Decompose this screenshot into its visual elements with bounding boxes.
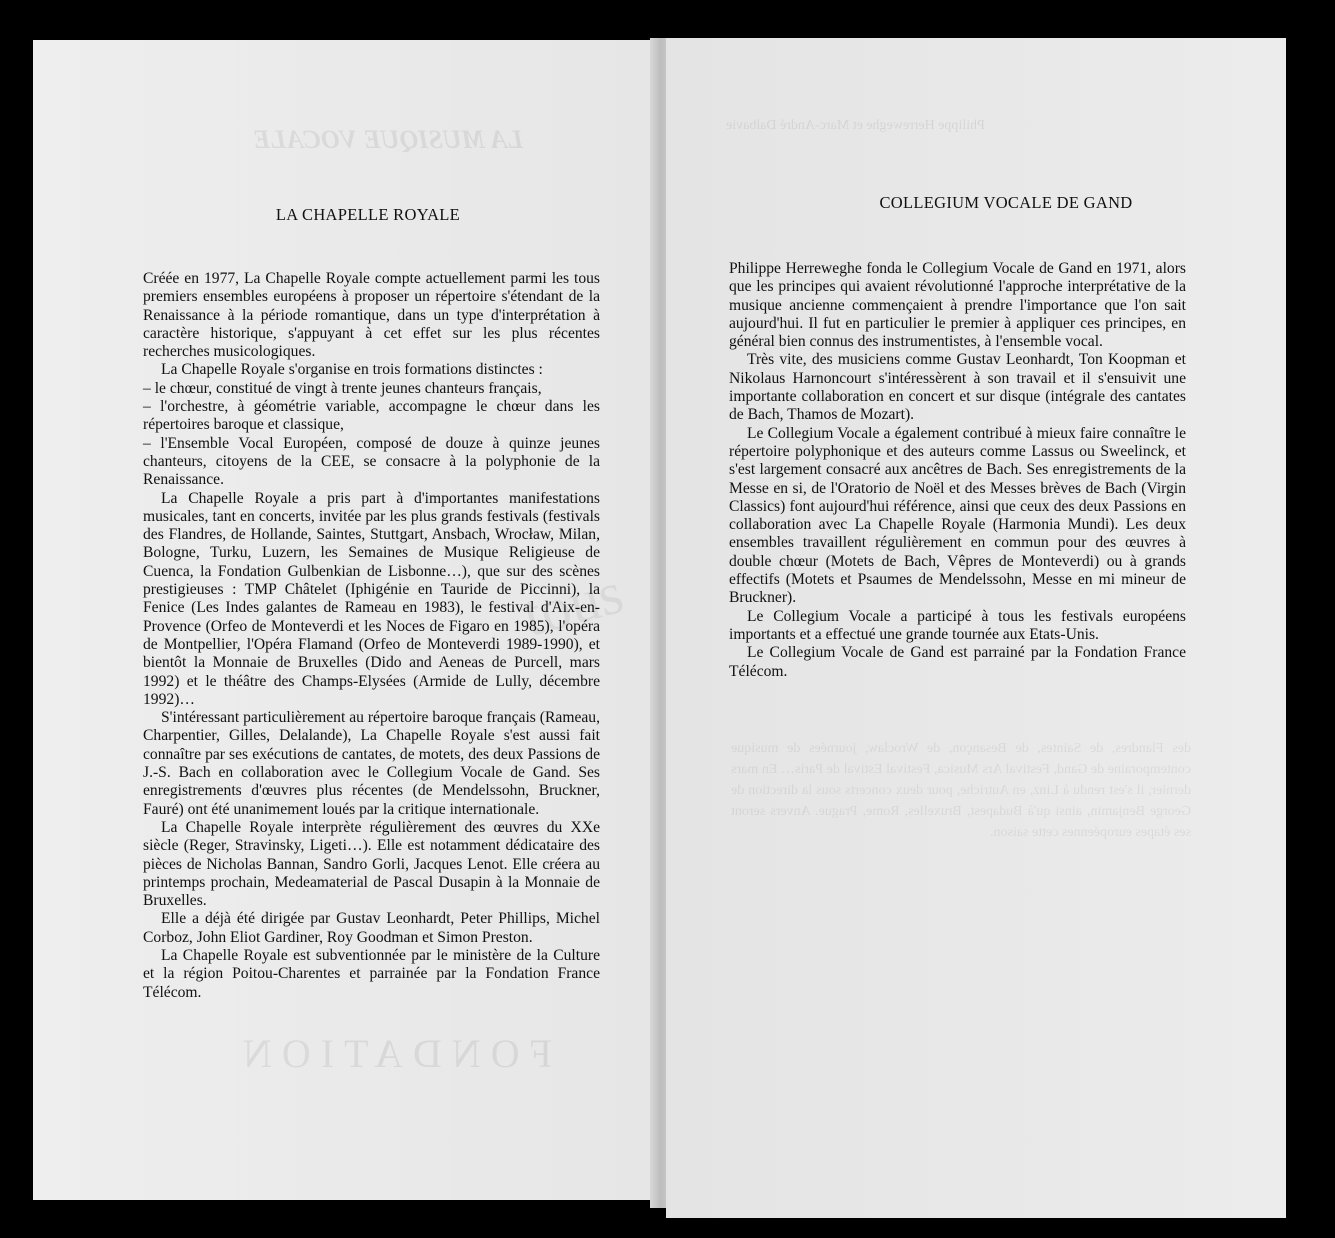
list-item: – l'Ensemble Vocal Européen, composé de douze à quinze jeunes chanteurs, citoyens de la CEE, se consacre à la polyphonie de la Renaissance.: [143, 434, 600, 489]
paragraph: La Chapelle Royale est subventionnée par le ministère de la Culture et la région Poitou-Charentes et parrainée par la Fondation France Télécom.: [143, 946, 600, 1001]
page-title-collegium-vocale: COLLEGIUM VOCALE DE GAND: [879, 193, 1133, 212]
paragraph: S'intéressant particulièrement au répertoire baroque français (Rameau, Charpentier, Gilles, Delalande), La Chapelle Royale s'est aussi fait connaître par ses exécutions de cantates, de motets, des deux Passions de J.-S. Bach en collaboration avec le Collegium Vocale de Gand. Ses enregistrements d'œuvres plus récentes (de Mendelssohn, Bruckner, Fauré) ont été unanimement loués par la critique internationale.: [143, 709, 600, 818]
list-item: – le chœur, constitué de vingt à trente jeunes chanteurs français,: [143, 379, 542, 397]
paragraph: Elle a déjà été dirigée par Gustav Leonhardt, Peter Phillips, Michel Corboz, John Eliot Gardiner, Roy Goodman et Simon Preston.: [143, 910, 600, 946]
paragraph: La Chapelle Royale a pris part à d'importantes manifestations musicales, tant en concerts, invitée par les plus grands festivals (festivals des Flandres, de Hollande, Saintes, Stuttgart, Ansbach, Wrocław, Milan, Bologne, Turku, Luzern, les Semaines de Musique Religieuse de Cuenca, la Fondation Gulbenkian de Lisbonne…), que sur des scènes prestigieuses : TMP Châtelet (Iphigénie en Tauride de Piccinni), la Fenice (Les Indes galantes de Rameau en 1983), le festival d'Aix-en-Provence (Orfeo de Monteverdi et les Noces de Figaro en 1985), l'opéra de Montpellier, l'Opéra Flamand (Orfeo de Monteverdi 1989-1990), et bientôt la Monnaie de Bruxelles (Dido and Aeneas de Purcell, mars 1992) et le théâtre des Champs-Elysées (Armide de Lully, décembre 1992)…: [143, 489, 600, 708]
show-through-logo: FONDATION: [233, 1031, 552, 1076]
show-through-text: Philippe Herreweghe et Marc-André Dalbavie: [726, 118, 985, 133]
show-through-text: LA MUSIQUE VOCALE: [253, 125, 524, 154]
show-through-text: des Flandres, de Saintes, de Besançon, de Wroclaw, journées de musique contemporaine de Gand, Festival Ars Musica, Festival Estival de Paris… En mars dernier, il s'est rendu à Linz, en Autriche, pour deux concerts sous la direction de George Benjamin, ainsi qu'à Budapest, Bruxelles, Rome, Prague. Anvers seront ses étapes européennes cette saison.: [731, 741, 1191, 840]
right-page: [666, 38, 1286, 1218]
paragraph: La Chapelle Royale s'organise en trois formations distinctes :: [161, 361, 543, 379]
left-page: [33, 40, 658, 1200]
paragraph: Philippe Herreweghe fonda le Collegium Vocale de Gand en 1971, alors que les principes qui avaient révolutionné l'approche interprétative de la musique ancienne commençaient à prendre l'importance que l'on sait aujourd'hui. Il fut en particulier le premier à appliquer ces principes, en général bien connus des instrumentistes, à l'ensemble vocal.: [729, 260, 1186, 351]
paragraph: Créée en 1977, La Chapelle Royale compte actuellement parmi les tous premiers ensembles européens à proposer un répertoire s'étendant de la Renaissance à la période romantique, dans un type d'interprétation à caractère historique, s'appuyant à cet effet sur les plus récentes recherches musicologiques.: [143, 270, 600, 361]
paragraph: Le Collegium Vocale de Gand est parrainé par la Fondation France Télécom.: [729, 644, 1186, 680]
collegium-vocale-text: [729, 260, 1186, 681]
chapelle-royale-text: [143, 270, 600, 1002]
paragraph: Le Collegium Vocale a également contribué à mieux faire connaître le répertoire polyphonique et des auteurs comme Lassus ou Sweelinck, et s'est largement consacré aux ancêtres de Bach. Ses enregistrements de la Messe en si, de l'Oratorio de Noël et des Messes brèves de Bach (Virgin Classics) font aujourd'hui référence, ainsi que ceux des deux Passions en collaboration avec La Chapelle Royale (Harmonia Mundi). Les deux ensembles travaillent régulièrement en commun pour des œuvres à double chœur (Motets de Bach, Vêpres de Monteverdi) ou à grands effectifs (Motets et Psaumes de Mendelssohn, Messe en mi mineur de Bruckner).: [729, 424, 1186, 607]
paragraph: La Chapelle Royale interprète régulièrement des œuvres du XXe siècle (Reger, Stravinsky, Ligeti…). Elle est notamment dédicataire des pièces de Nicholas Bannan, Sandro Gorli, Jacques Lenot. Elle créera au printemps prochain, Medeamaterial de Pascal Dusapin à la Monnaie de Bruxelles.: [143, 818, 600, 910]
page-title-chapelle-royale: LA CHAPELLE ROYALE: [275, 205, 461, 224]
show-through-watermark: tous: [516, 559, 630, 649]
paragraph: Le Collegium Vocale a participé à tous les festivals européens importants et a effectué une grande tournée aux Etats-Unis.: [729, 607, 1186, 643]
list-item: – l'orchestre, à géométrie variable, accompagne le chœur dans les répertoires baroque et classique,: [143, 398, 600, 434]
paragraph: Très vite, des musiciens comme Gustav Leonhardt, Ton Koopman et Nikolaus Harnoncourt s'intéressèrent à son travail et il s'ensuivit une importante collaboration en concert et sur disque (intégrale des cantates de Bach, Thamos de Mozart).: [729, 351, 1186, 424]
